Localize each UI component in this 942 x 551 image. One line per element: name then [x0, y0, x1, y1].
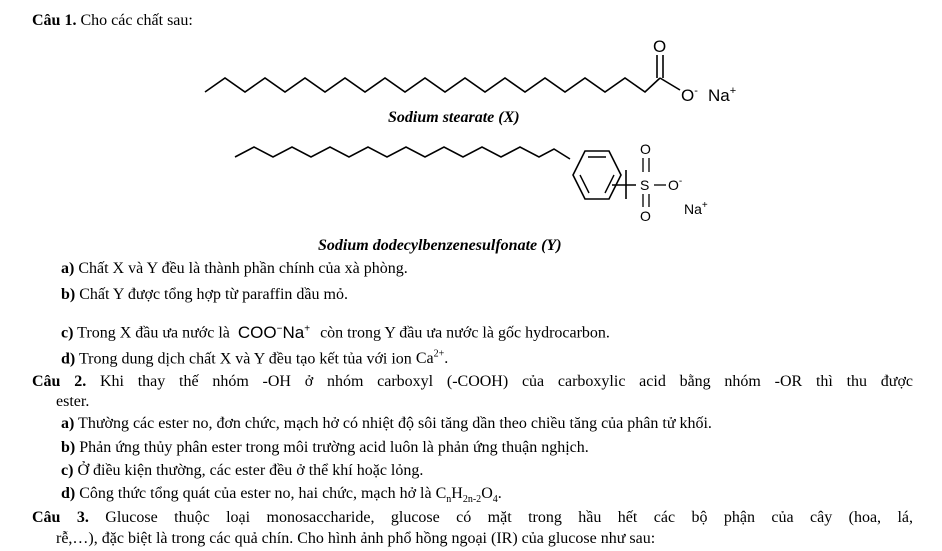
item-label: a) [61, 260, 75, 277]
item-text: Thường các ester no, đơn chức, mạch hở có nhiệt độ sôi tăng dần theo chiều tăng của phân tử khối. [78, 415, 712, 432]
item-text-before: Trong X đầu ưa nước là [77, 324, 230, 342]
q2-heading-line2: ester. [56, 393, 90, 410]
item-text: Phản ứng thủy phân ester trong môi trường acid luôn là phản ứng thuận nghịch. [79, 439, 589, 456]
item-text-after: còn trong Y đầu ưa nước là gốc hydrocarbon. [320, 324, 610, 342]
sulfonate-s: S [640, 177, 650, 193]
item-label: d) [61, 485, 76, 502]
stearate-o-minus: O- [681, 85, 698, 105]
q1-label: Câu 1. [32, 12, 77, 29]
q3-text-line1: Glucose thuộc loại monosaccharide, glucose có mặt trong hầu hết các bộ phận của cây (hoa, lá, [105, 509, 914, 526]
item-text: Chất X và Y đều là thành phần chính của xà phòng. [78, 260, 408, 277]
q1-item-d [61, 345, 448, 369]
sulfonate-o-bottom: O [640, 208, 651, 224]
q2-item-b [61, 438, 589, 458]
ion-ca: $Ca^{2+}$. [415, 349, 449, 368]
carboxylate-bond [660, 78, 680, 90]
stearate-carbon-chain [205, 78, 660, 92]
item-label: d) [61, 350, 76, 368]
q2-text-line1: Khi thay thế nhóm -OH ở nhóm carboxyl (-COOH) của carboxylic acid bằng nhóm -OR thì thu được [99, 373, 914, 390]
q1-item-a [61, 259, 408, 279]
item-label: c) [61, 462, 74, 479]
q2-item-a [61, 414, 712, 434]
ester-formula: $C_nH_{2n-2}O_4$. [435, 485, 502, 506]
item-label: c) [61, 324, 74, 342]
dodecyl-carbon-chain [235, 147, 570, 159]
q3-label: Câu 3. [32, 509, 89, 526]
sulfonate-na-plus: Na+ [684, 200, 708, 217]
q1-item-b [61, 285, 348, 305]
item-text: Công thức tổng quát của ester no, hai chức, mạch hở là [79, 485, 432, 502]
item-text: Trong dung dịch chất X và Y đều tạo kết tủa với ion [78, 350, 412, 368]
q3-heading-line1 [32, 508, 913, 528]
structure-dodecylbenzenesulfonate [0, 137, 942, 237]
item-label: a) [61, 415, 75, 432]
caption-x: Sodium stearate (X) [388, 109, 520, 126]
item-text: Ở điều kiện thường, các ester đều ở thể khí hoặc lỏng. [77, 462, 424, 479]
sulfonate-o-top: O [640, 141, 651, 157]
item-label: b) [61, 439, 76, 456]
q2-label: Câu 2. [32, 373, 87, 390]
q1-heading [32, 11, 193, 31]
stearate-o-top: O [653, 37, 667, 56]
item-text: Chất Y được tổng hợp từ paraffin dầu mỏ. [79, 286, 348, 303]
q2-heading-line1 [32, 372, 913, 392]
q3-heading-line2: rễ,…), đặc biệt là trong các quả chín. Cho hình ảnh phổ hồng ngoại (IR) của glucose như sau: [56, 530, 656, 547]
item-label: b) [61, 286, 76, 303]
q2-item-d [61, 484, 502, 510]
q1-item-c [61, 319, 610, 344]
caption-y: Sodium dodecylbenzenesulfonate (Y) [318, 237, 562, 254]
formula-coo-na: COO−Na+ [237, 322, 311, 342]
stearate-na-plus: Na+ [708, 85, 737, 105]
q2-item-c [61, 461, 423, 481]
q1-text: Cho các chất sau: [80, 12, 193, 29]
sulfonate-o-minus: O- [668, 176, 683, 193]
